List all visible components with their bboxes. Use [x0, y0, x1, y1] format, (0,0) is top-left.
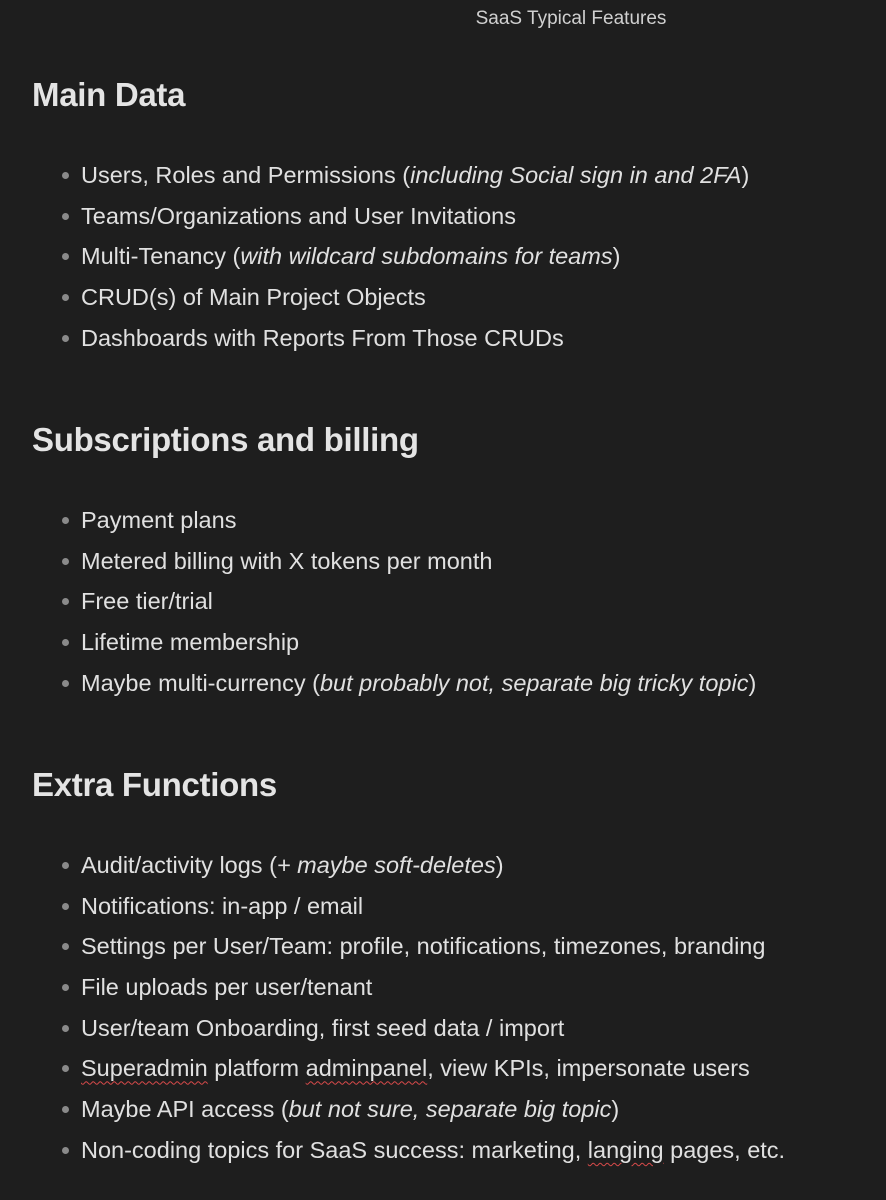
- list-item[interactable]: [62, 541, 756, 582]
- list-item[interactable]: [62, 663, 756, 704]
- extra-functions-list: [62, 845, 785, 1171]
- bullet-icon: [62, 335, 69, 342]
- list-item[interactable]: [62, 1130, 785, 1171]
- bullet-icon: [62, 1106, 69, 1113]
- list-item[interactable]: [62, 318, 749, 359]
- bullet-icon: [62, 213, 69, 220]
- bullet-icon: [62, 172, 69, 179]
- bullet-icon: [62, 558, 69, 565]
- bullet-icon: [62, 598, 69, 605]
- list-item-text: Teams/Organizations and User Invitations: [81, 202, 516, 229]
- bullet-icon: [62, 517, 69, 524]
- list-item-text: Superadmin platform adminpanel, view KPIs, impersonate users: [81, 1055, 750, 1082]
- subscriptions-billing-list: [62, 500, 756, 703]
- list-item-text: Settings per User/Team: profile, notifications, timezones, branding: [81, 933, 766, 960]
- bullet-icon: [62, 903, 69, 910]
- bullet-icon: [62, 943, 69, 950]
- list-item[interactable]: [62, 1048, 785, 1089]
- list-item-text: Non-coding topics for SaaS success: marketing, langing pages, etc.: [81, 1136, 786, 1163]
- list-item-text: User/team Onboarding, first seed data / import: [81, 1014, 565, 1041]
- list-item-text: Multi-Tenancy (with wildcard subdomains for teams): [81, 243, 621, 270]
- list-item-text: Free tier/trial: [81, 588, 213, 615]
- list-item-text: Metered billing with X tokens per month: [81, 547, 493, 574]
- list-item[interactable]: [62, 967, 785, 1008]
- list-item[interactable]: [62, 581, 756, 622]
- list-item[interactable]: [62, 1089, 785, 1130]
- list-item-text: Lifetime membership: [81, 629, 300, 656]
- section-heading-main-data: Main Data: [32, 76, 186, 113]
- list-item[interactable]: [62, 196, 749, 237]
- list-item-text: Payment plans: [81, 507, 237, 533]
- list-item[interactable]: [62, 236, 749, 277]
- list-item-text: Dashboards with Reports From Those CRUDs: [81, 324, 564, 351]
- list-item-text: File uploads per user/tenant: [81, 974, 373, 1001]
- section-heading-subscriptions-billing: Subscriptions and billing: [32, 421, 419, 458]
- window-title: SaaS Typical Features: [475, 8, 667, 29]
- bullet-icon: [62, 294, 69, 301]
- bullet-icon: [62, 984, 69, 991]
- list-item[interactable]: [62, 155, 749, 196]
- bullet-icon: [62, 253, 69, 260]
- list-item[interactable]: [62, 277, 749, 318]
- list-item-text: Audit/activity logs (+ maybe soft-deletes): [81, 852, 504, 878]
- bullet-icon: [62, 1147, 69, 1154]
- list-item-text: Maybe API access (but not sure, separate big topic): [81, 1096, 620, 1123]
- misspelled-word[interactable]: adminpanel: [305, 1055, 428, 1082]
- bullet-icon: [62, 862, 69, 869]
- list-item-text: Maybe multi-currency (but probably not, separate big tricky topic): [81, 669, 757, 696]
- list-item[interactable]: [62, 500, 756, 541]
- bullet-icon: [62, 680, 69, 687]
- bullet-icon: [62, 639, 69, 646]
- list-item-text: CRUD(s) of Main Project Objects: [81, 284, 426, 311]
- list-item[interactable]: [62, 845, 785, 886]
- list-item[interactable]: [62, 622, 756, 663]
- list-item[interactable]: [62, 926, 785, 967]
- list-item-text: Users, Roles and Permissions (including Social sign in and 2FA): [81, 162, 750, 188]
- section-heading-extra-functions: Extra Functions: [32, 766, 277, 803]
- bullet-icon: [62, 1065, 69, 1072]
- list-item[interactable]: [62, 886, 785, 927]
- main-data-list: [62, 155, 749, 358]
- list-item-text: Notifications: in-app / email: [81, 892, 364, 919]
- list-item[interactable]: [62, 1008, 785, 1049]
- misspelled-word[interactable]: langing: [587, 1136, 664, 1163]
- bullet-icon: [62, 1025, 69, 1032]
- misspelled-word[interactable]: Superadmin: [81, 1055, 208, 1082]
